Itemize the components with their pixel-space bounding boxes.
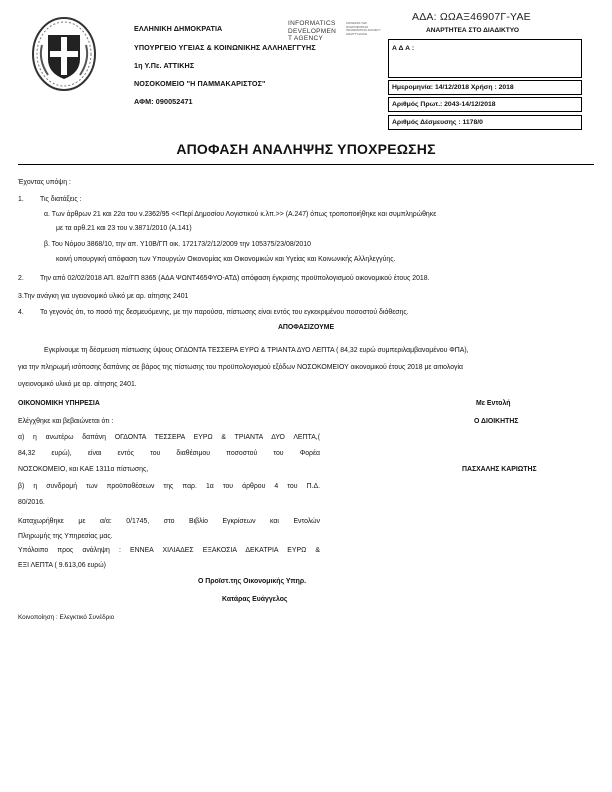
- commitment-box-label: Αριθμός Δέσμευσης : 1178/0: [392, 119, 483, 126]
- information-society-logo-text: ΚΟΙΝΩΝΙΑ ΤΗΣ ΠΛΗΡΟΦΟΡΙΑΣ INFORMATION SOCIETY ΑΝΑΠΤΥΞΙΑΚΗ: [346, 21, 381, 36]
- finance-registered-line2: Πληρωμής της Υπηρεσίας μας.: [18, 533, 113, 540]
- protocol-box: [388, 97, 582, 112]
- finance-a-line2: 84,32 ευρώ), είναι εντός του διαθέσιμου ποσοστού του Φορέα: [18, 450, 320, 457]
- director-label: Ο ΔΙΟΙΚΗΤΗΣ: [474, 418, 519, 425]
- finance-head-name: Κατάρας Ευάγγελος: [222, 596, 288, 603]
- finance-head-role: Ο Προϊστ.της Οικονομικής Υπηρ.: [198, 578, 307, 585]
- by-order-label: Με Εντολή: [476, 400, 511, 407]
- approval-line-1: Εγκρίνουμε τη δέσμευση πίστωσης ύψους ΟΓΔΟΝΤΑ ΤΕΣΣΕΡΑ ΕΥΡΩ & ΤΡΙΑΝΤΑ ΔΥΟ ΛΕΠΤΑ ( 84,32 ευρώ συμπεριλαμβανομένου ΦΠΑ),: [44, 347, 469, 354]
- item-2-number: 2.: [18, 275, 24, 282]
- item-1b-line2: κοινή υπουργική απόφαση των Υπουργών Οικονομίας και Οικονομικών και Υγείας και Κοινωνικής Αλληλεγγύης.: [56, 256, 396, 263]
- item-1-number: 1.: [18, 196, 24, 203]
- page-title: ΑΠΟΦΑΣΗ ΑΝΑΛΗΨΗΣ ΥΠΟΧΡΕΩΣΗΣ: [176, 141, 436, 157]
- ada-box: [388, 39, 582, 78]
- date-box: [388, 80, 582, 95]
- finance-a-line1: α) η ανωτέρω δαπάνη ΟΓΔΟΝΤΑ ΤΕΣΣΕΡΑ ΕΥΡΩ & ΤΡΙΑΝΤΑ ΔΥΟ ΛΕΠΤΑ,(: [18, 434, 320, 441]
- considering-label: Έχοντας υπόψη :: [18, 179, 71, 186]
- item-3-text: 3.Την ανάγκη για υγειονομικό υλικό με αρ. αίτησης 2401: [18, 293, 189, 300]
- informatics-agency-logo: INFORMATICS DEVELOPMEN T AGENCY: [288, 20, 337, 42]
- notification-label: Κοινοποίηση : Ελεγκτικό Συνέδριο: [18, 614, 115, 621]
- afm-label: ΑΦΜ: 090052471: [134, 97, 193, 106]
- finance-remaining-line2: ΕΞΙ ΛΕΠΤΑ ( 9.613,06 ευρώ): [18, 562, 106, 569]
- item-1a-line1: α. Των άρθρων 21 και 22α του ν.2362/95 <<Περί Δημοσίου Λογιστικού κ.λπ.>> (Α.247) όπως τροποποιήθηκε και συμπληρώθηκε: [44, 211, 437, 218]
- approval-line-3: υγειονομικό υλικό με αρ. αίτησης 2401.: [18, 381, 137, 388]
- item-1-text: Τις διατάξεις :: [40, 196, 82, 203]
- finance-b-line1: β) η συνδρομή των προϋποθέσεων της παρ. 1α του άρθρου 4 του Π.Δ.: [18, 483, 320, 490]
- finance-a-line3: ΝΟΣΟΚΟΜΕΙΟ, και ΚΑΕ 1311α πίστωσης,: [18, 466, 149, 473]
- finance-checked: Ελέγχθηκε και βεβαιώνεται ότι :: [18, 418, 114, 425]
- ada-box-label: Α Δ Α :: [392, 45, 415, 52]
- item-1b-line1: β. Του Νόμου 3868/10, την απ. Υ10Β/ΓΠ οικ. 172173/2/12/2009 την 105375/23/08/2010: [44, 241, 311, 248]
- finance-remaining-line1: Υπόλοιπο προς ανάληψη : ΕΝΝΕΑ ΧΙΛΙΑΔΕΣ ΕΞΑΚΟΣΙΑ ΔΕΚΑΤΡΙΑ ΕΥΡΩ &: [18, 547, 320, 554]
- date-box-label: Ημερομηνία: 14/12/2018 Χρήση : 2018: [392, 84, 514, 91]
- finance-registered-line1: Καταχωρήθηκε με α/α: 0/1745, στο Βιβλίο Εγκρίσεων και Εντολών: [18, 518, 320, 525]
- republic-label: ΕΛΛΗΝΙΚΗ ΔΗΜΟΚΡΑΤΙΑ: [134, 24, 223, 33]
- finance-b-line2: 80/2016.: [18, 499, 45, 506]
- protocol-box-label: Αριθμός Πρωτ.: 2043-14/12/2018: [392, 101, 496, 108]
- ada-code-header: ΑΔΑ: ΩΩΑΞ46907Γ-ΥΑΕ: [412, 11, 531, 23]
- internet-posting-label: ΑΝΑΡΤΗΤΕΑ ΣΤΟ ΔΙΑΔΙΚΤΥΟ: [426, 27, 520, 34]
- item-4-text: Το γεγονός ότι, το ποσό της δεσμευόμενης, με την παρούσα, πίστωσης είναι εντός του εγκεκριμένου ποσοστού διάθεσης.: [40, 309, 409, 316]
- ministry-label: ΥΠΟΥΡΓΕΙΟ ΥΓΕΙΑΣ & ΚΟΙΝΩΝΙΚΗΣ ΑΛΛΗΛΕΓΓΥΗΣ: [134, 43, 316, 52]
- greek-emblem-icon: [30, 15, 98, 93]
- region-label: 1η Υ.Πε. ΑΤΤΙΚΗΣ: [134, 61, 195, 70]
- item-2-text: Την από 02/02/2018 ΑΠ. 82α/ΓΠ 8365 (ΑΔΑ ΨΩΝΤ465ΦΥΟ-ΑΤΔ) απόφαση έγκρισης προϋπολογισμού οικονομικού έτους 2018.: [40, 275, 430, 282]
- hospital-label: ΝΟΣΟΚΟΜΕΙΟ "Η ΠΑΜΜΑΚΑΡΙΣΤΟΣ": [134, 79, 266, 88]
- item-4-number: 4.: [18, 309, 24, 316]
- item-1a-line2: με τα αρθ.21 και 23 του ν.3871/2010 (Α.141): [56, 225, 192, 232]
- finance-heading: ΟΙΚΟΝΟΜΙΚΗ ΥΠΗΡΕΣΙΑ: [18, 400, 100, 407]
- approval-line-2: για την πληρωμή ισόποσης δαπάνης σε βάρος της πίστωσης του προϋπολογισμού εξόδων ΝΟΣΟΚΟΜΕΙΟΥ οικονομικού έτους 2018 με αιτιολογία: [18, 364, 464, 371]
- director-name: ΠΑΣΧΑΛΗΣ ΚΑΡΙΩΤΗΣ: [462, 466, 537, 473]
- decide-heading: ΑΠΟΦΑΣΙΖΟΥΜΕ: [277, 324, 335, 331]
- commitment-box: [388, 115, 582, 130]
- title-divider: [18, 164, 594, 165]
